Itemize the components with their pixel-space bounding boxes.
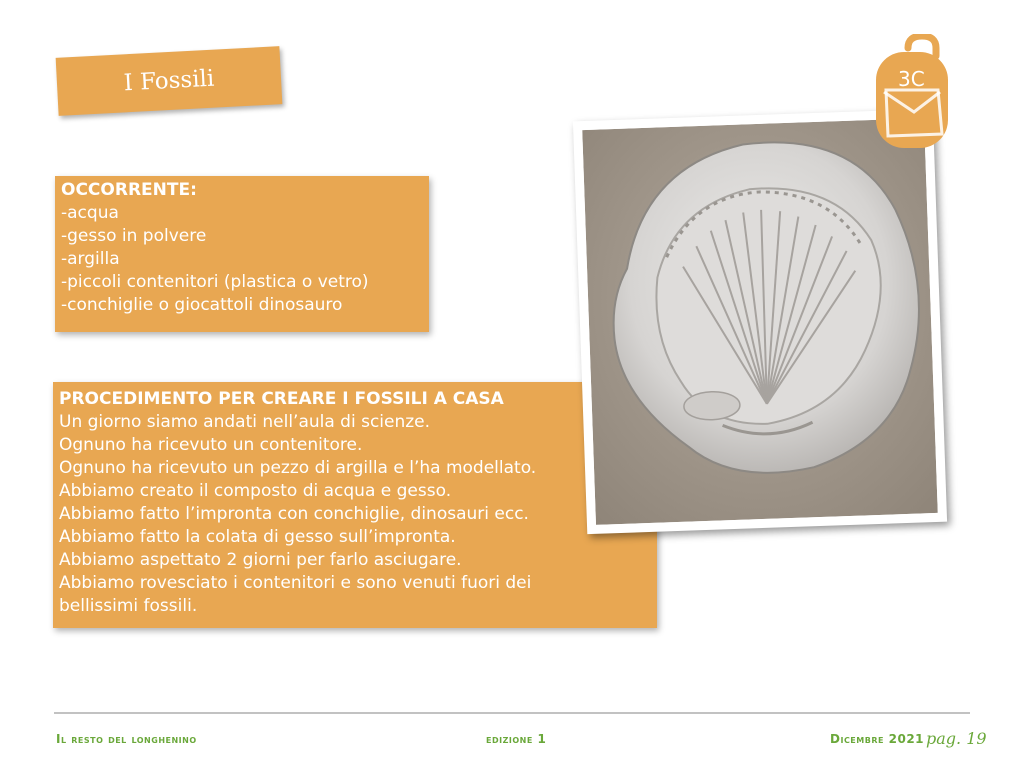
page-title: I Fossili bbox=[123, 65, 215, 97]
footer-edition: edizione 1 bbox=[486, 732, 547, 746]
materials-heading: OCCORRENTE: bbox=[61, 180, 197, 200]
class-badge bbox=[868, 34, 956, 152]
procedure-line: Abbiamo aspettato 2 giorni per farlo asciugare. bbox=[59, 550, 462, 570]
procedure-box bbox=[53, 382, 657, 628]
procedure-line: Abbiamo rovesciato i contenitori e sono venuti fuori dei bbox=[59, 573, 532, 593]
footer-page-number: pag. 19 bbox=[926, 729, 987, 748]
procedure-line: Un giorno siamo andati nell’aula di scienze. bbox=[59, 412, 431, 432]
footer-date: Dicembre 2021 bbox=[830, 732, 925, 746]
materials-box bbox=[55, 176, 429, 332]
backpack-icon bbox=[868, 34, 956, 152]
procedure-line: Ognuno ha ricevuto un pezzo di argilla e l’ha modellato. bbox=[59, 457, 540, 480]
title-tag bbox=[56, 46, 283, 116]
fossil-photo bbox=[573, 109, 947, 534]
footer-publication: Il resto del longhenino bbox=[56, 732, 197, 746]
shell-fossil-image bbox=[582, 118, 938, 525]
procedure-line: Abbiamo creato il composto di acqua e gesso. bbox=[59, 481, 452, 501]
materials-item: -piccoli contenitori (plastica o vetro) bbox=[61, 272, 369, 292]
badge-text: 3C bbox=[898, 67, 925, 91]
materials-item: -gesso in polvere bbox=[61, 226, 207, 246]
materials-item: -acqua bbox=[61, 203, 119, 223]
procedure-line: Abbiamo fatto l’impronta con conchiglie, dinosauri ecc. bbox=[59, 504, 529, 524]
footer-divider bbox=[54, 712, 970, 714]
materials-item: -argilla bbox=[61, 249, 120, 269]
procedure-line: bellissimi fossili. bbox=[59, 596, 198, 616]
procedure-line: Ognuno ha ricevuto un contenitore. bbox=[59, 435, 363, 455]
procedure-line: Abbiamo fatto la colata di gesso sull’impronta. bbox=[59, 527, 456, 547]
materials-item: -conchiglie o giocattoli dinosauro bbox=[61, 295, 343, 315]
procedure-heading: PROCEDIMENTO PER CREARE I FOSSILI A CASA bbox=[59, 389, 504, 409]
